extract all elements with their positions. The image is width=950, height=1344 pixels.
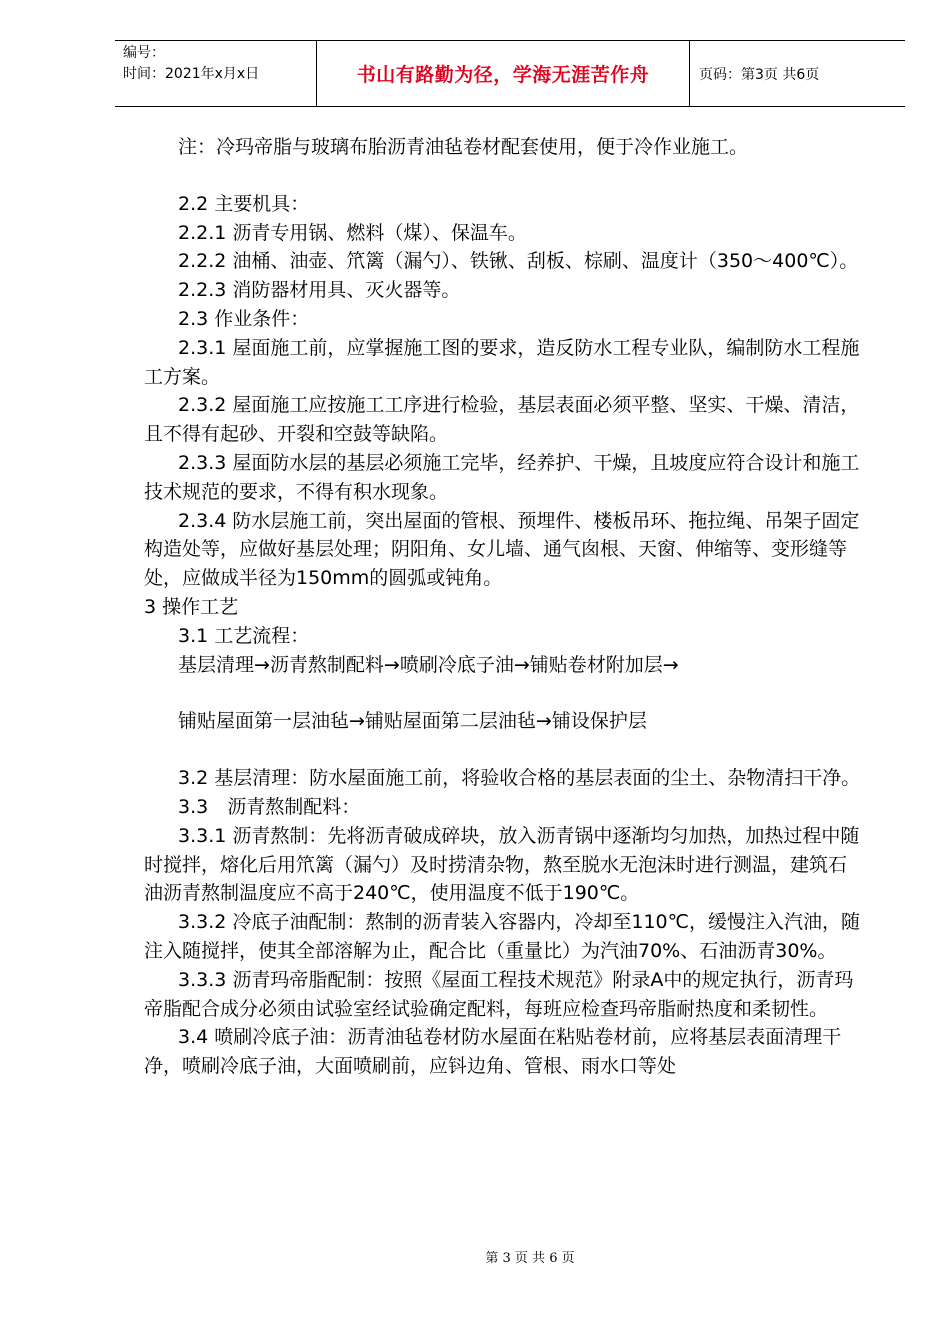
paragraph: 2.2.3 消防器材用具、灭火器等。 [178,279,461,302]
paragraph: 2.3.3 屋面防水层的基层必须施工完毕，经养护、干燥，且坡度应符合设计和施工技术规范的要求，不得有积水现象。 [144,451,860,503]
note-paragraph: 注：冷玛帝脂与玻璃布胎沥青油毡卷材配套使用，便于冷作业施工。 [178,136,749,158]
paragraph: 2.2.2 油桶、油壶、笊篱（漏勺）、铁锹、刮板、棕刷、温度计（350～400℃）。 [178,250,859,273]
paragraph: 3.3.2 冷底子油配制：熬制的沥青装入容器内，冷却至110℃，缓慢注入汽油，随注入随搅拌，使其全部溶解为止，配合比（重量比）为汽油70%、石油沥青30%。 [144,911,860,962]
serial-number-label: 编号： [123,45,165,61]
paragraph: 3.4 喷刷冷底子油：沥青油毡卷材防水屋面在粘贴卷材前，应将基层表面清理干净，喷刷冷底子油，大面喷刷前，应钭边角、管根、雨水口等处 [144,1026,842,1078]
header-meta [115,41,316,106]
section-heading: 3.1 工艺流程： [178,624,310,647]
header-page-info: 页码：第3页 共6页 [699,66,820,83]
paragraph: 2.2.1 沥青专用锅、燃料（煤）、保温车。 [178,221,527,244]
paragraph: 3.2 基层清理：防水屋面施工前，将验收合格的基层表面的尘土、杂物清扫干净。 [178,767,861,790]
process-flow-line: 基层清理→沥青熬制配料→喷刷冷底子油→铺贴卷材附加层→ [178,653,679,676]
process-flow-line: 铺贴屋面第一层油毡→铺贴屋面第二层油毡→铺设保护层 [178,710,647,733]
paragraph: 2.3.2 屋面施工应按施工工序进行检验，基层表面必须平整、坚实、干燥、清洁，且不得有起砂、开裂和空鼓等缺陷。 [144,394,860,446]
motto-text: 书山有路勤为径，学海无涯苦作舟 [356,64,650,86]
header-motto-cell [316,41,690,106]
section-heading: 2.2 主要机具： [178,192,310,215]
section-heading: 3.3 沥青熬制配料： [178,795,361,818]
page-header [115,40,905,107]
paragraph: 3.3.3 沥青玛帝脂配制：按照《屋面工程技术规范》附录A中的规定执行，沥青玛帝脂配合成分必须由试验室经试验确定配料，每班应检查玛帝脂耐热度和柔韧性。 [144,968,854,1020]
paragraph: 2.3.1 屋面施工前，应掌握施工图的要求，造反防水工程专业队，编制防水工程施工方案。 [144,336,860,388]
paragraph: 3.3.1 沥青熬制：先将沥青破成碎块，放入沥青锅中逐渐均匀加热，加热过程中随时搅拌，熔化后用笊篱（漏勺）及时捞清杂物，熬至脱水无泡沫时进行测温，建筑石油沥青熬制温度应不高于240℃，使用温度不低于190℃。 [144,824,860,905]
page-footer [0,1247,950,1266]
header-page-cell [690,41,905,106]
chapter-heading: 3 操作工艺 [144,595,239,618]
section-heading: 2.3 作业条件： [178,307,310,330]
document-body [144,133,864,1081]
time-label: 时间：2021年x月x日 [123,66,260,82]
footer-page-number: 第 3 页 共 6 页 [485,1251,575,1266]
paragraph: 2.3.4 防水层施工前，突出屋面的管根、预埋件、楼板吊环、拖拉绳、吊架子固定构造处等，应做好基层处理；阴阳角、女儿墙、通气囱根、天窗、伸缩等、变形缝等处，应做成半径为150mm的圆弧或钝角。 [144,509,860,590]
